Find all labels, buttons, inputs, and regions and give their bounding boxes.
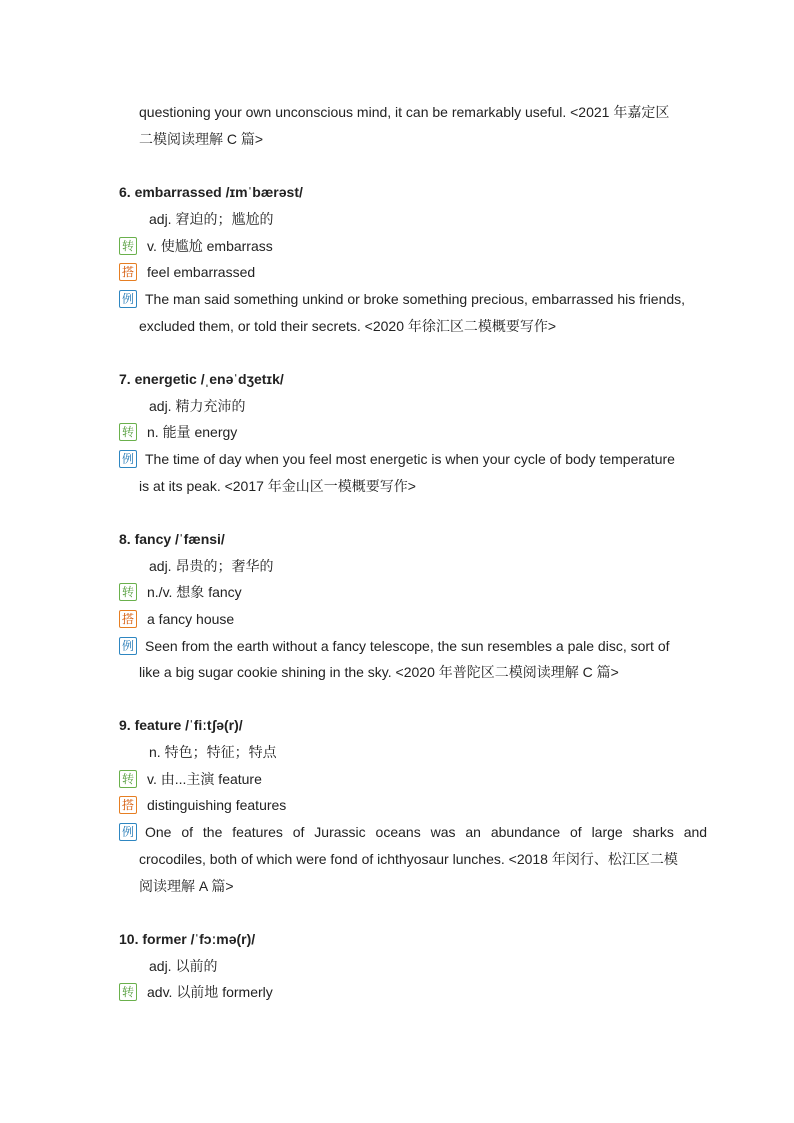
entry-derivation	[119, 422, 237, 442]
entry-derivation	[119, 236, 273, 256]
collocation-text: a fancy house	[147, 611, 235, 627]
entry-headword: 7. energetic /ˌenəˈdʒetɪk/	[119, 371, 284, 387]
zhuan-icon: 转	[119, 983, 137, 1001]
entry-definition: adj. 以前的	[149, 958, 218, 974]
derivation-text: n. 能量 energy	[147, 424, 238, 440]
entry-headword: 8. fancy /ˈfænsi/	[119, 531, 225, 547]
entry-collocation	[119, 262, 255, 282]
li-icon: 例	[119, 290, 137, 308]
entry-definition: n. 特色；特征；特点	[149, 744, 277, 760]
li-icon: 例	[119, 823, 137, 841]
entry-derivation	[119, 769, 262, 789]
da-icon: 搭	[119, 610, 137, 628]
entry-derivation	[119, 982, 273, 1002]
zhuan-icon: 转	[119, 423, 137, 441]
collocation-text: distinguishing features	[147, 797, 287, 813]
example-text: One of the features of Jurassic oceans was an abundance of large sharks and	[145, 824, 708, 840]
derivation-text: v. 使尴尬 embarrass	[147, 238, 273, 254]
entry-definition: adj. 精力充沛的	[149, 398, 246, 414]
example-continuation: crocodiles, both of which were fond of ichthyosaur lunches. <2018 年闵行、松江区二模	[139, 851, 678, 867]
entry-definition: adj. 窘迫的；尴尬的	[149, 211, 274, 227]
da-icon: 搭	[119, 796, 137, 814]
example-text: The man said something unkind or broke something precious, embarrassed his friends,	[145, 291, 686, 307]
collocation-text: feel embarrassed	[147, 264, 256, 280]
derivation-text: adv. 以前地 formerly	[147, 984, 273, 1000]
li-icon: 例	[119, 450, 137, 468]
entry-example	[119, 289, 685, 309]
entry-collocation	[119, 609, 234, 629]
li-icon: 例	[119, 637, 137, 655]
example-continuation: like a big sugar cookie shining in the sky. <2020 年普陀区二模阅读理解 C 篇>	[139, 664, 619, 680]
entry-derivation	[119, 582, 242, 602]
derivation-text: v. 由...主演 feature	[147, 771, 262, 787]
zhuan-icon: 转	[119, 237, 137, 255]
entry-headword: 9. feature /ˈfiːtʃə(r)/	[119, 717, 243, 733]
zhuan-icon: 转	[119, 770, 137, 788]
intro-line-2: 二模阅读理解 C 篇>	[139, 131, 264, 147]
entry-example	[119, 822, 707, 842]
entry-headword: 10. former /ˈfɔːmə(r)/	[119, 931, 256, 947]
entry-headword: 6. embarrassed /ɪmˈbærəst/	[119, 184, 303, 200]
da-icon: 搭	[119, 263, 137, 281]
example-continuation: excluded them, or told their secrets. <2020 年徐汇区二模概要写作>	[139, 318, 557, 334]
entry-collocation	[119, 795, 286, 815]
entry-definition: adj. 昂贵的；奢华的	[149, 558, 274, 574]
entry-example	[119, 449, 675, 469]
example-continuation: 阅读理解 A 篇>	[139, 878, 234, 894]
derivation-text: n./v. 想象 fancy	[147, 584, 242, 600]
entry-example	[119, 636, 670, 656]
example-continuation: is at its peak. <2017 年金山区一模概要写作>	[139, 478, 416, 494]
intro-line-1: questioning your own unconscious mind, it can be remarkably useful. <2021 年嘉定区	[139, 104, 670, 120]
example-text: The time of day when you feel most energetic is when your cycle of body temperature	[145, 451, 675, 467]
zhuan-icon: 转	[119, 583, 137, 601]
example-text: Seen from the earth without a fancy telescope, the sun resembles a pale disc, sort of	[145, 638, 670, 654]
